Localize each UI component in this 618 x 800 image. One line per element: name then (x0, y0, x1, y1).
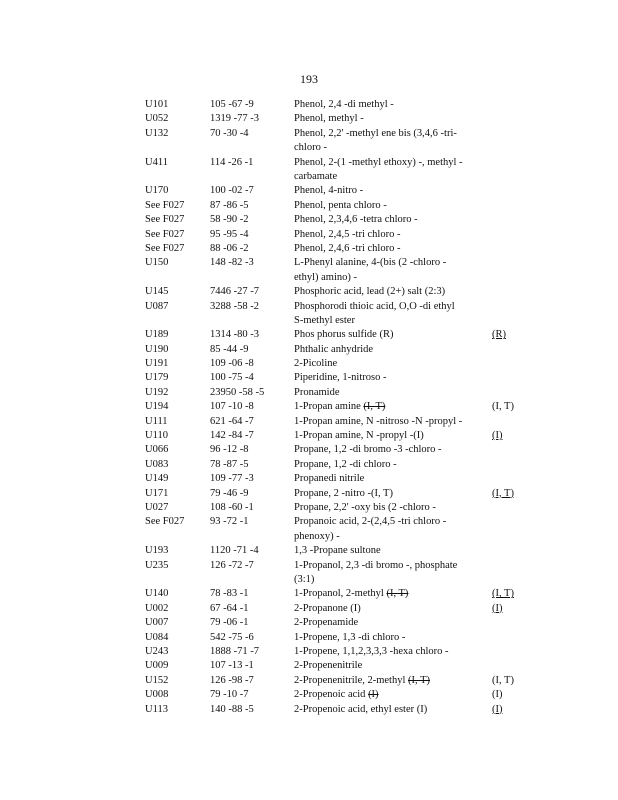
chemical-name: 1-Propanol, 2-methyl (I, T) (294, 588, 409, 600)
chemical-name: Phos phorus sulfide (R) (294, 329, 394, 341)
waste-code: U087 (145, 300, 169, 312)
waste-code: U101 (145, 99, 169, 110)
chemical-name: Phosphorodi thioic acid, O,O -di ethyl S-methyl ester (294, 300, 455, 326)
hazard-code: (I, T) (492, 487, 514, 499)
chemical-name: Phenol, 2,4,5 -tri chloro - (294, 228, 401, 240)
cas-number: 142 -84 -7 (210, 430, 254, 442)
hazard-code: (I, T) (492, 674, 514, 686)
waste-code: U132 (145, 127, 169, 139)
cas-number: 67 -64 -1 (210, 602, 249, 614)
waste-code: U009 (145, 660, 169, 672)
waste-code: U152 (145, 674, 169, 686)
table-row (0, 328, 618, 342)
hazard-code: (I) (492, 689, 503, 701)
waste-code: U002 (145, 602, 169, 614)
page-number: 193 (300, 72, 318, 86)
table-row (0, 98, 618, 112)
hazard-code: (I) (492, 703, 503, 715)
cas-number: 1319 -77 -3 (210, 113, 259, 125)
cas-number: 58 -90 -2 (210, 214, 249, 226)
chemical-name: Phenol, 2,4 -di methyl - (294, 99, 394, 110)
table-row (0, 343, 618, 357)
table-row (0, 631, 618, 645)
waste-code: U110 (145, 430, 168, 442)
waste-code: U235 (145, 559, 169, 571)
table-row (0, 645, 618, 659)
waste-code: U189 (145, 329, 169, 341)
table-row (0, 616, 618, 630)
table-row (0, 112, 618, 126)
chemical-name: 2-Propenenitrile (294, 660, 363, 672)
cas-number: 126 -72 -7 (210, 559, 254, 571)
struck-hazard-code: (I) (368, 689, 379, 701)
table-row (0, 242, 618, 256)
table-row (0, 659, 618, 673)
cas-number: 87 -86 -5 (210, 199, 249, 211)
hazard-code: (I, T) (492, 588, 514, 600)
hazard-code: (R) (492, 329, 506, 341)
table-row (0, 688, 618, 702)
table-row (0, 184, 618, 198)
cas-number: 109 -06 -8 (210, 358, 254, 370)
cas-number: 126 -98 -7 (210, 674, 254, 686)
cas-number: 140 -88 -5 (210, 703, 254, 715)
waste-code: U066 (145, 444, 169, 456)
hazard-code: (I) (492, 430, 503, 442)
cas-number: 107 -13 -1 (210, 660, 254, 672)
chemical-name: Propanoic acid, 2-(2,4,5 -tri chloro - phenoxy) - (294, 516, 447, 542)
waste-code: U027 (145, 502, 169, 513)
cas-number: 78 -83 -1 (210, 588, 249, 600)
table-row (0, 415, 618, 429)
table-row (0, 386, 618, 400)
waste-code: U411 (145, 156, 168, 168)
cas-number: 23950 -58 -5 (210, 386, 265, 398)
waste-code: U052 (145, 113, 169, 125)
table-row (0, 300, 618, 329)
hazard-code: (I, T) (492, 401, 514, 413)
cas-number: 78 -87 -5 (210, 458, 249, 470)
chemical-name: Phenol, 2-(1 -methyl ethoxy) -, methyl - carbamate (294, 156, 463, 182)
chemical-name: Phenol, 2,3,4,6 -tetra chloro - (294, 214, 418, 226)
chemical-name: 1-Propan amine, N -propyl -(I) (294, 430, 424, 442)
cas-number: 114 -26 -1 (210, 156, 254, 168)
table-row (0, 602, 618, 616)
hazard-code: (I) (492, 602, 503, 614)
chemical-name: Phenol, penta chloro - (294, 199, 387, 211)
chemical-name: 2-Propenamide (294, 617, 359, 629)
chemical-name: L-Phenyl alanine, 4-(bis (2 -chloro - ethyl) amino) - (294, 257, 447, 283)
waste-code: U193 (145, 545, 169, 557)
waste-code: See F027 (145, 199, 185, 211)
waste-code: U007 (145, 617, 169, 629)
chemical-name: 1-Propene, 1,1,2,3,3,3 -hexa chloro - (294, 645, 449, 657)
chemical-name: 2-Propenoic acid (I) (294, 689, 379, 701)
table-row (0, 487, 618, 501)
table-row (0, 443, 618, 457)
chemical-name: Phosphoric acid, lead (2+) salt (2:3) (294, 286, 446, 298)
cas-number: 93 -72 -1 (210, 516, 249, 528)
cas-number: 96 -12 -8 (210, 444, 249, 456)
waste-code: U083 (145, 458, 169, 470)
cas-number: 1888 -71 -7 (210, 645, 259, 657)
cas-number: 107 -10 -8 (210, 401, 254, 413)
cas-number: 79 -06 -1 (210, 617, 249, 629)
chemical-name: Phenol, 2,2' -methyl ene bis (3,4,6 -tri- chloro - (294, 127, 457, 154)
cas-number: 70 -30 -4 (210, 127, 249, 139)
waste-code: U170 (145, 185, 169, 197)
cas-number: 1120 -71 -4 (210, 545, 259, 557)
cas-number: 542 -75 -6 (210, 631, 254, 643)
table-row (0, 213, 618, 227)
table-row (0, 458, 618, 472)
waste-code: See F027 (145, 214, 185, 226)
cas-number: 148 -82 -3 (210, 257, 254, 269)
chemical-name: 1-Propanol, 2,3 -di bromo -, phosphate (3:1) (294, 559, 458, 585)
table-row (0, 285, 618, 299)
chemical-name: 1-Propan amine, N -nitroso -N -propyl - (294, 415, 463, 427)
table-row (0, 256, 618, 285)
table-row (0, 472, 618, 486)
waste-code: U179 (145, 372, 169, 384)
chemical-name: Piperidine, 1-nitroso - (294, 372, 387, 384)
cas-number: 85 -44 -9 (210, 343, 249, 355)
waste-code-table (0, 98, 618, 717)
table-row (0, 371, 618, 385)
waste-code: U192 (145, 386, 169, 398)
waste-code: U194 (145, 401, 169, 413)
chemical-name: Phthalic anhydride (294, 343, 374, 355)
chemical-name: 2-Propenenitrile, 2-methyl (I, T) (294, 674, 430, 686)
waste-code: U190 (145, 343, 169, 355)
cas-number: 95 -95 -4 (210, 228, 249, 240)
waste-code: U171 (145, 487, 169, 499)
cas-number: 621 -64 -7 (210, 415, 254, 427)
table-row (0, 199, 618, 213)
chemical-name: 1,3 -Propane sultone (294, 545, 381, 557)
cas-number: 7446 -27 -7 (210, 286, 259, 298)
waste-code: U084 (145, 631, 169, 643)
chemical-name: 2-Picoline (294, 358, 338, 370)
chemical-name: Propane, 1,2 -di chloro - (294, 458, 397, 470)
chemical-name: Pronamide (294, 386, 340, 398)
struck-hazard-code: (I, T) (363, 401, 386, 413)
waste-code: U191 (145, 358, 169, 370)
waste-code: See F027 (145, 242, 185, 254)
chemical-name: Propane, 2 -nitro -(I, T) (294, 487, 393, 499)
chemical-name: 1-Propan amine (I, T) (294, 401, 386, 413)
table-row (0, 544, 618, 558)
chemical-name: Phenol, 2,4,6 -tri chloro - (294, 242, 401, 254)
waste-code: U111 (145, 415, 168, 427)
table-row (0, 357, 618, 371)
cas-number: 105 -67 -9 (210, 99, 254, 110)
table-row (0, 429, 618, 443)
chemical-name: Phenol, 4-nitro - (294, 185, 364, 197)
cas-number: 108 -60 -1 (210, 502, 254, 513)
waste-code: U149 (145, 473, 169, 485)
table-row (0, 559, 618, 588)
waste-code: U150 (145, 257, 169, 269)
table-row (0, 228, 618, 242)
waste-code: U113 (145, 703, 168, 715)
cas-number: 79 -10 -7 (210, 689, 249, 701)
cas-number: 3288 -58 -2 (210, 300, 259, 312)
chemical-name: Propane, 1,2 -di bromo -3 -chloro - (294, 444, 442, 456)
table-row (0, 400, 618, 414)
table-row (0, 515, 618, 544)
table-row (0, 127, 618, 156)
waste-code: U243 (145, 645, 169, 657)
waste-code: U008 (145, 689, 169, 701)
chemical-name: 1-Propene, 1,3 -di chloro - (294, 631, 406, 643)
cas-number: 100 -02 -7 (210, 185, 254, 197)
cas-number: 1314 -80 -3 (210, 329, 259, 341)
table-row (0, 156, 618, 185)
cas-number: 100 -75 -4 (210, 372, 254, 384)
table-row (0, 501, 618, 515)
cas-number: 79 -46 -9 (210, 487, 249, 499)
table-row (0, 703, 618, 717)
table-row (0, 674, 618, 688)
waste-code: U140 (145, 588, 169, 600)
struck-hazard-code: (I, T) (408, 674, 430, 686)
chemical-name: 2-Propenoic acid, ethyl ester (I) (294, 703, 428, 715)
struck-hazard-code: (I, T) (386, 588, 409, 600)
chemical-name: Propane, 2,2' -oxy bis (2 -chloro - (294, 502, 436, 513)
cas-number: 109 -77 -3 (210, 473, 254, 485)
chemical-name: Phenol, methyl - (294, 113, 364, 125)
waste-code: U145 (145, 286, 169, 298)
chemical-name: 2-Propanone (I) (294, 602, 361, 614)
cas-number: 88 -06 -2 (210, 242, 249, 254)
waste-code: See F027 (145, 228, 185, 240)
chemical-name: Propanedi nitrile (294, 473, 365, 485)
table-row (0, 587, 618, 601)
waste-code: See F027 (145, 516, 185, 528)
